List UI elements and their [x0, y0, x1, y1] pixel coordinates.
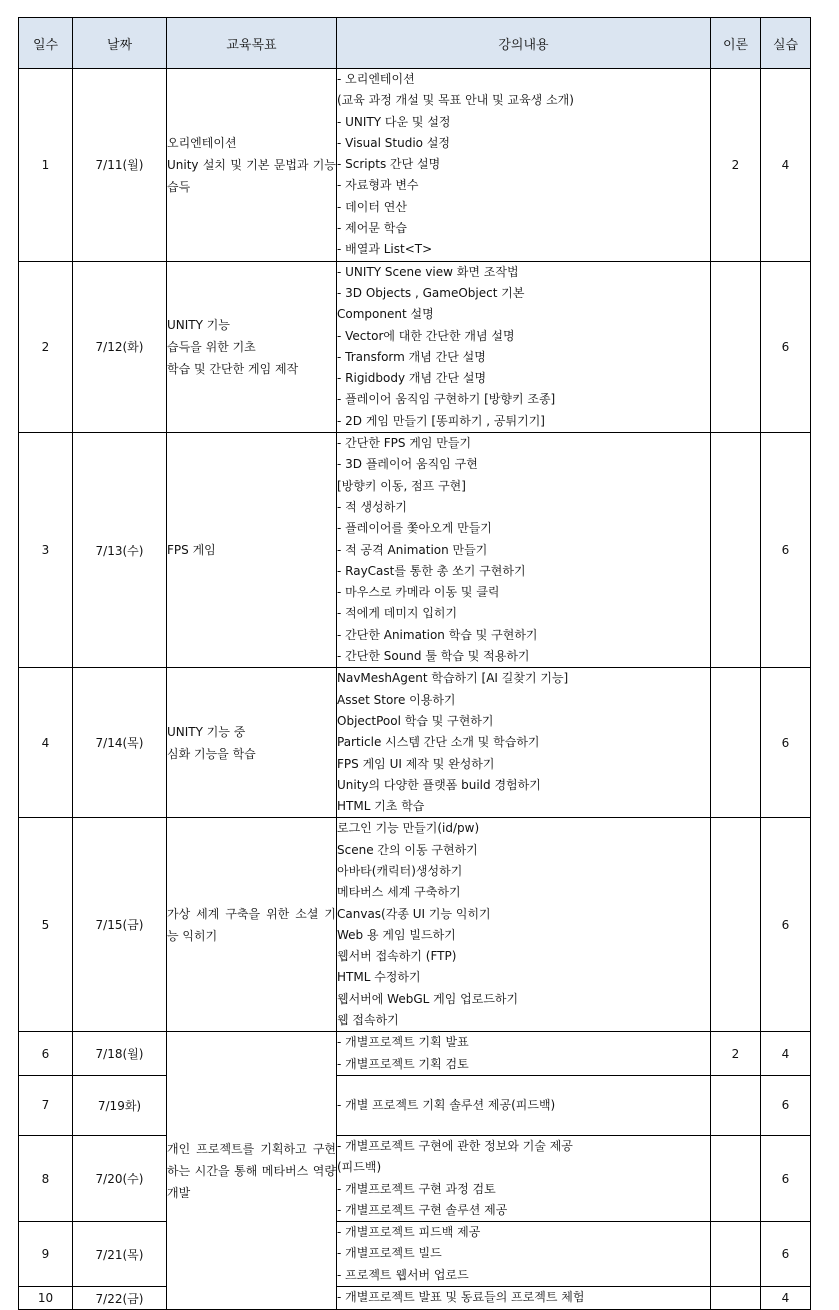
date-cell: 7/18(월): [73, 1032, 167, 1076]
practice-cell: 6: [761, 1135, 811, 1221]
content-line: - Vector에 대한 간단한 개념 설명: [337, 328, 515, 343]
content-line: ObjectPool 학습 및 구현하기: [337, 713, 494, 728]
theory-cell: [711, 668, 761, 818]
content-line: - Transform 개념 간단 설명: [337, 349, 486, 364]
goal-line: 심화 기능을 학습: [167, 746, 256, 761]
practice-cell: 6: [761, 1075, 811, 1135]
header-practice: 실습: [761, 18, 811, 69]
goal-line: 학습 및 간단한 게임 제작: [167, 361, 299, 376]
content-line: HTML 수정하기: [337, 970, 421, 985]
content-cell: [337, 1287, 711, 1310]
theory-cell: 2: [711, 1032, 761, 1076]
content-line: Canvas(각종 UI 기능 익히기: [337, 906, 491, 921]
content-cell: [337, 1135, 711, 1221]
practice-cell: 4: [761, 1287, 811, 1310]
content-line: - UNITY 다운 및 설정: [337, 114, 451, 129]
date-cell: 7/21(목): [73, 1222, 167, 1287]
content-line: - UNITY Scene view 화면 조작법: [337, 264, 519, 279]
content-line: - 적에게 데미지 입히기: [337, 606, 458, 621]
theory-cell: 2: [711, 69, 761, 262]
date-cell: 7/12(화): [73, 261, 167, 432]
date-cell: 7/22(금): [73, 1287, 167, 1310]
content-cell: [337, 69, 711, 262]
table-row: [19, 261, 811, 432]
theory-cell: [711, 1135, 761, 1221]
date-cell: 7/11(월): [73, 69, 167, 262]
day-cell: 7: [19, 1075, 73, 1135]
content-line: 로그인 기능 만들기(id/pw): [337, 821, 480, 836]
practice-cell: 6: [761, 668, 811, 818]
practice-cell: 6: [761, 1222, 811, 1287]
content-line: - 적 공격 Animation 만들기: [337, 542, 488, 557]
table-row: [19, 1135, 811, 1221]
content-cell: [337, 668, 711, 818]
header-goal: 교육목표: [167, 18, 337, 69]
content-line: 웹 접속하기: [337, 1013, 399, 1028]
table-row: [19, 1287, 811, 1310]
content-line: - 3D 플레이어 움직임 구현: [337, 457, 478, 472]
table-row: [19, 1075, 811, 1135]
content-line: - 플레이어를 쫓아오게 만들기: [337, 521, 492, 536]
content-line: - 적 생성하기: [337, 499, 407, 514]
content-line: Unity의 다양한 플랫폼 build 경험하기: [337, 777, 541, 792]
goal-line: 가상 세계 구축을 위한 소셜 기능 익히기: [167, 906, 336, 943]
content-line: - 간단한 Animation 학습 및 구현하기: [337, 627, 538, 642]
table-row: [19, 433, 811, 668]
content-line: - 2D 게임 만들기 [똥피하기 , 공튀기기]: [337, 413, 545, 428]
content-line: - 개별프로젝트 발표 및 동료들의 프로젝트 체험: [337, 1290, 585, 1305]
goal-line: FPS 게임: [167, 543, 216, 558]
content-line: - Scripts 간단 설명: [337, 157, 441, 172]
header-content: 강의내용: [337, 18, 711, 69]
schedule-table: [18, 17, 811, 1310]
header-day: 일수: [19, 18, 73, 69]
merged-goal-cell: 개인 프로젝트를 기획하고 구현하는 시간을 통해 메타버스 역량 개발: [167, 1032, 337, 1310]
content-line: - Rigidbody 개념 간단 설명: [337, 371, 487, 386]
content-line: - 개별프로젝트 기획 발표: [337, 1035, 469, 1050]
date-cell: 7/20(수): [73, 1135, 167, 1221]
goal-cell: [167, 69, 337, 262]
day-cell: 4: [19, 668, 73, 818]
content-line: 아바타(캐릭터)생성하기: [337, 863, 463, 878]
practice-cell: 6: [761, 818, 811, 1032]
table-row: [19, 818, 811, 1032]
goal-cell: [167, 818, 337, 1032]
content-line: - 프로젝트 웹서버 업로드: [337, 1267, 469, 1282]
content-line: - 배열과 List<T>: [337, 242, 433, 257]
day-cell: 5: [19, 818, 73, 1032]
practice-cell: 4: [761, 69, 811, 262]
header-row: [19, 18, 811, 69]
goal-line: UNITY 기능: [167, 317, 230, 332]
theory-cell: [711, 818, 761, 1032]
schedule-document: [18, 17, 810, 1306]
table-row: [19, 1222, 811, 1287]
theory-cell: [711, 261, 761, 432]
content-line: - Visual Studio 설정: [337, 135, 451, 150]
goal-cell: [167, 433, 337, 668]
date-cell: 7/19화): [73, 1075, 167, 1135]
content-line: Scene 간의 이동 구현하기: [337, 842, 478, 857]
day-cell: 1: [19, 69, 73, 262]
content-line: Web 용 게임 빌드하기: [337, 927, 456, 942]
table-row: [19, 1032, 811, 1076]
table-row: [19, 69, 811, 262]
goal-line: Unity 설치 및 기본 문법과 기능 습득: [167, 157, 336, 194]
goal-line: 습득을 위한 기초: [167, 339, 256, 354]
content-line: - 데이터 연산: [337, 199, 407, 214]
content-line: - 개별프로젝트 피드백 제공: [337, 1225, 481, 1240]
goal-cell: [167, 668, 337, 818]
content-cell: [337, 818, 711, 1032]
header-theory: 이론: [711, 18, 761, 69]
practice-cell: 6: [761, 261, 811, 432]
content-line: FPS 게임 UI 제작 및 완성하기: [337, 756, 495, 771]
date-cell: 7/14(목): [73, 668, 167, 818]
content-line: - 플레이어 움직임 구현하기 [방향키 조종]: [337, 392, 556, 407]
theory-cell: [711, 1222, 761, 1287]
theory-cell: [711, 1287, 761, 1310]
content-line: - 개별 프로젝트 기획 솔루션 제공(피드백): [337, 1097, 556, 1112]
practice-cell: 6: [761, 433, 811, 668]
content-line: - 개별프로젝트 빌드: [337, 1246, 442, 1261]
content-line: - 개별프로젝트 구현 솔루션 제공: [337, 1202, 508, 1217]
theory-cell: [711, 433, 761, 668]
content-line: - 제어문 학습: [337, 221, 407, 236]
content-cell: [337, 261, 711, 432]
content-line: - RayCast를 통한 총 쏘기 구현하기: [337, 563, 526, 578]
day-cell: 2: [19, 261, 73, 432]
day-cell: 3: [19, 433, 73, 668]
content-line: - 개별프로젝트 구현에 관한 정보와 기술 제공: [337, 1138, 573, 1153]
day-cell: 9: [19, 1222, 73, 1287]
content-line: - 간단한 Sound 툴 학습 및 적용하기: [337, 649, 530, 664]
content-line: 웹서버에 WebGL 게임 업로드하기: [337, 991, 519, 1006]
goal-line: 오리엔테이션: [167, 135, 237, 150]
content-line: [방향키 이동, 점프 구현]: [337, 478, 466, 493]
header-date: 날짜: [73, 18, 167, 69]
content-line: NavMeshAgent 학습하기 [AI 길찾기 기능]: [337, 671, 569, 686]
content-line: - 3D Objects , GameObject 기본: [337, 285, 525, 300]
content-line: - 오리엔테이션: [337, 72, 415, 86]
goal-line: UNITY 기능 중: [167, 724, 246, 739]
content-line: - 자료형과 변수: [337, 178, 419, 193]
day-cell: 6: [19, 1032, 73, 1076]
table-row: [19, 668, 811, 818]
content-line: 웹서버 접속하기 (FTP): [337, 949, 457, 964]
day-cell: 8: [19, 1135, 73, 1221]
content-line: Particle 시스템 간단 소개 및 학습하기: [337, 735, 540, 750]
content-line: - 개별프로젝트 구현 과정 검토: [337, 1181, 496, 1196]
content-line: Asset Store 이용하기: [337, 692, 456, 707]
day-cell: 10: [19, 1287, 73, 1310]
content-line: (교육 과정 개설 및 목표 안내 및 교육생 소개): [337, 93, 574, 108]
content-line: - 개별프로젝트 기획 검토: [337, 1056, 469, 1071]
content-line: Component 설명: [337, 307, 434, 322]
goal-cell: [167, 261, 337, 432]
content-line: 메타버스 세계 구축하기: [337, 885, 461, 900]
content-cell: [337, 1032, 711, 1076]
date-cell: 7/13(수): [73, 433, 167, 668]
content-cell: [337, 1222, 711, 1287]
date-cell: 7/15(금): [73, 818, 167, 1032]
content-line: (피드백): [337, 1160, 382, 1175]
content-line: - 간단한 FPS 게임 만들기: [337, 436, 472, 451]
content-line: HTML 기초 학습: [337, 799, 425, 814]
practice-cell: 4: [761, 1032, 811, 1076]
content-cell: [337, 433, 711, 668]
content-cell: [337, 1075, 711, 1135]
theory-cell: [711, 1075, 761, 1135]
content-line: - 마우스로 카메라 이동 및 클릭: [337, 585, 500, 600]
